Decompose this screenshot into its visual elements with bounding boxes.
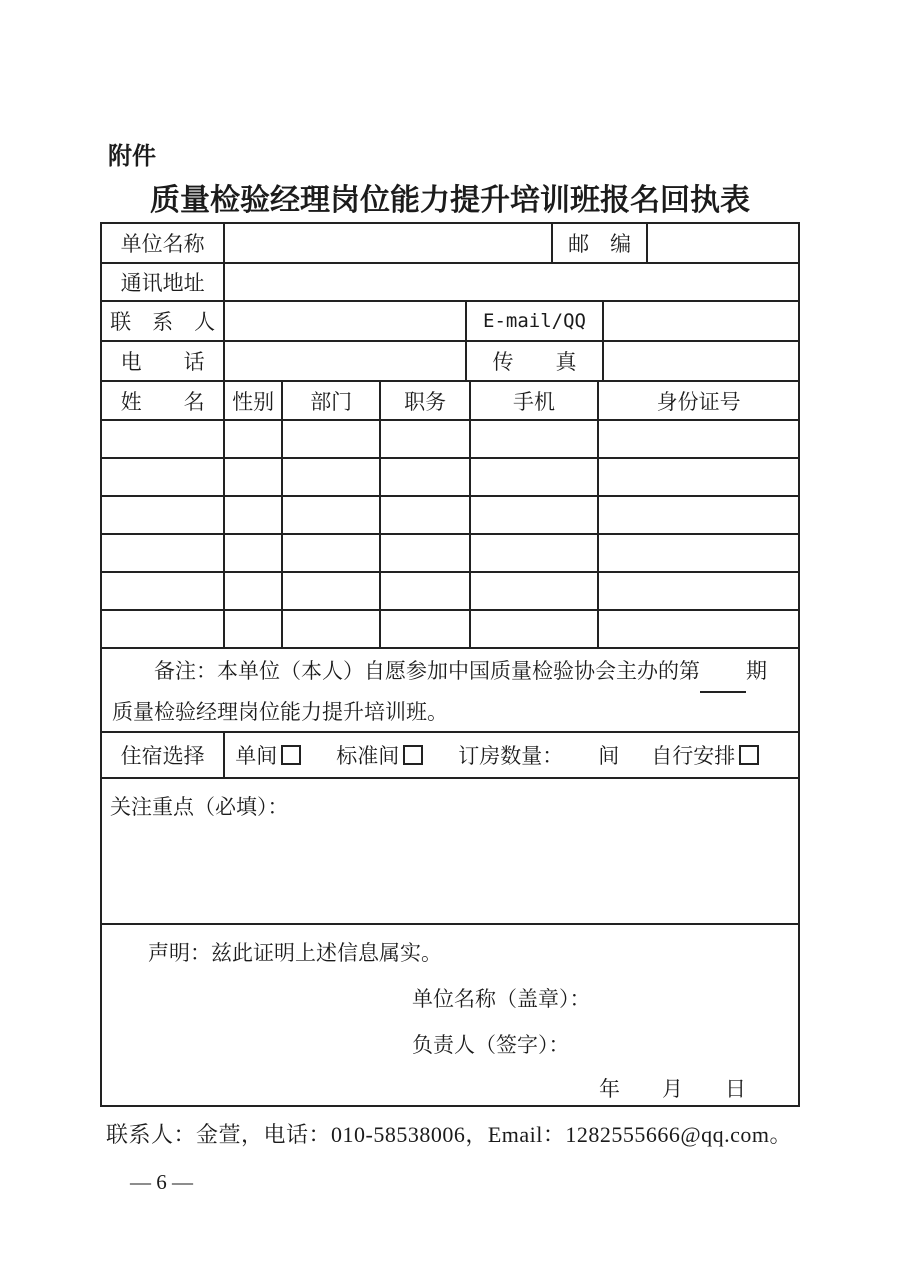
attendee-position-header: 职务	[379, 382, 468, 419]
attendee-cell	[469, 535, 597, 571]
attendee-cell	[281, 535, 379, 571]
attendee-row	[102, 457, 798, 495]
attendee-cell	[281, 611, 379, 647]
attendee-cell	[102, 535, 223, 571]
phone-field	[223, 342, 465, 380]
phone-label: 电 话	[120, 350, 205, 374]
attendee-cell	[281, 497, 379, 533]
self-arrange-label: 自行安排	[651, 744, 736, 768]
attendee-cell	[469, 611, 597, 647]
contact-field	[223, 302, 465, 340]
accommodation-label: 住宿选择	[120, 744, 205, 768]
single-room-checkbox	[281, 745, 301, 765]
date-label: 年 月 日	[599, 1077, 746, 1101]
attendee-cell	[102, 459, 223, 495]
booking-unit-label: 间	[598, 744, 620, 768]
attendee-cell	[379, 421, 468, 457]
attachment-label: 附件	[108, 143, 156, 170]
remarks-line1	[112, 652, 788, 693]
postcode-label: 邮 编	[551, 224, 645, 262]
unit-name-field	[223, 224, 551, 262]
attendee-cell	[102, 573, 223, 609]
attendee-department-header: 部门	[281, 382, 379, 419]
focus-cell	[102, 779, 798, 923]
attendee-cell	[597, 497, 798, 533]
signature-label: 负责人（签字）：	[412, 1033, 570, 1057]
attendee-cell	[223, 459, 281, 495]
remarks-text-before-blank: 备注：本单位（本人）自愿参加中国质量检验协会主办的第	[154, 659, 700, 683]
attendee-cell	[379, 535, 468, 571]
attendee-cell	[223, 611, 281, 647]
attendee-mobile-header: 手机	[469, 382, 597, 419]
contact-row	[102, 300, 798, 340]
focus-label: 关注重点（必填）：	[110, 795, 289, 819]
declaration-row	[102, 923, 798, 1105]
attendee-cell	[469, 497, 597, 533]
attendee-cell	[102, 611, 223, 647]
fax-label: 传 真	[465, 342, 602, 380]
single-room-option	[235, 740, 301, 770]
unit-name-label: 单位名称	[120, 232, 205, 256]
attendee-cell	[469, 421, 597, 457]
declaration-statement: 声明：兹此证明上述信息属实。	[148, 941, 442, 965]
attendee-row	[102, 533, 798, 571]
attendee-cell	[223, 573, 281, 609]
remarks-line2: 质量检验经理岗位能力提升培训班。	[112, 700, 448, 724]
form-title: 质量检验经理岗位能力提升培训班报名回执表	[150, 184, 750, 217]
fax-field	[602, 342, 798, 380]
session-number-blank	[700, 652, 746, 693]
attendee-row	[102, 419, 798, 457]
attendee-cell	[281, 421, 379, 457]
attendee-name-header: 姓 名	[120, 389, 205, 414]
email-label: E-mail/QQ	[465, 302, 602, 340]
attendee-cell	[223, 535, 281, 571]
accommodation-options	[223, 733, 798, 777]
attendee-cell	[379, 573, 468, 609]
phone-row	[102, 340, 798, 380]
attendee-cell	[281, 459, 379, 495]
declaration-cell	[102, 925, 798, 1105]
remarks-text-after-blank: 期	[746, 659, 767, 683]
attendee-cell	[597, 573, 798, 609]
remarks-cell	[102, 649, 798, 731]
attendee-cell	[379, 611, 468, 647]
attendee-row	[102, 609, 798, 647]
unit-name-row	[102, 224, 798, 262]
attendee-cell	[469, 459, 597, 495]
attendee-row	[102, 571, 798, 609]
page-number: — 6 —	[130, 1170, 193, 1194]
address-label: 通讯地址	[120, 271, 205, 295]
standard-room-checkbox	[403, 745, 423, 765]
email-field	[602, 302, 798, 340]
attendee-cell	[597, 611, 798, 647]
attendee-cell	[102, 421, 223, 457]
single-room-label: 单间	[235, 744, 278, 768]
standard-room-option	[336, 740, 423, 770]
focus-row	[102, 777, 798, 923]
remarks-row	[102, 647, 798, 731]
attendee-cell	[379, 459, 468, 495]
self-arrange-option	[651, 740, 759, 770]
attendee-cell	[379, 497, 468, 533]
accommodation-row	[102, 731, 798, 777]
address-field	[223, 264, 798, 300]
attendee-cell	[469, 573, 597, 609]
address-row	[102, 262, 798, 300]
attendee-cell	[597, 535, 798, 571]
standard-room-label: 标准间	[336, 744, 400, 768]
attendee-cell	[597, 459, 798, 495]
attendee-cell	[597, 421, 798, 457]
attendee-id-header: 身份证号	[597, 382, 798, 419]
unit-seal-label: 单位名称（盖章）：	[412, 987, 591, 1011]
postcode-field	[646, 224, 798, 262]
attendee-cell	[102, 497, 223, 533]
attendee-cell	[223, 421, 281, 457]
contact-label: 联 系 人	[110, 310, 216, 334]
attendee-gender-header: 性别	[223, 382, 281, 419]
attendee-cell	[281, 573, 379, 609]
contact-footer: 联系人：金萱，电话：010-58538006，Email：1282555666@qq.com。	[106, 1122, 793, 1147]
self-arrange-checkbox	[739, 745, 759, 765]
attendee-cell	[223, 497, 281, 533]
registration-form-table	[100, 222, 800, 1107]
attendee-row	[102, 495, 798, 533]
booking-quantity-label: 订房数量：	[458, 744, 564, 768]
attendee-header-row	[102, 380, 798, 419]
